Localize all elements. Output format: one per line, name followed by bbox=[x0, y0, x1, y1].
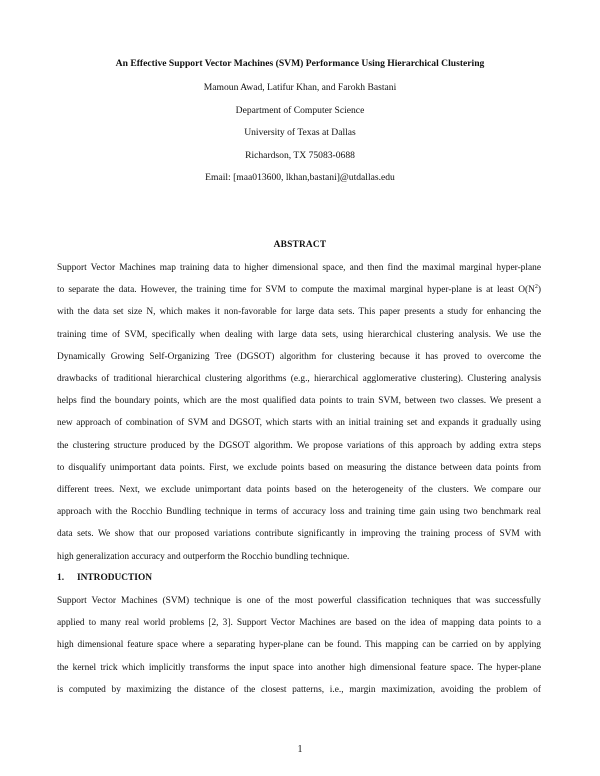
abstract-line: data sets. We show that our proposed variations contribute significantly in improving the training process of SVM with bbox=[57, 529, 541, 540]
address: Richardson, TX 75083-0688 bbox=[245, 150, 355, 161]
page-number: 1 bbox=[297, 744, 303, 755]
abstract-line: Support Vector Machines map training data to higher dimensional space, and then find the maximal marginal hyper-plane bbox=[57, 263, 541, 273]
abstract-line: different trees. Next, we exclude unimportant data points based on the heterogeneity of the clusters. We compare our bbox=[57, 485, 541, 496]
abstract-line: helps find the boundary points, which are the most qualified data points to train SVM, between two classes. We present a bbox=[57, 396, 541, 407]
abstract-body bbox=[57, 257, 541, 568]
abstract-line: Dynamically Growing Self-Organizing Tree (DGSOT) algorithm for clustering because it has proved to overcome the bbox=[57, 351, 541, 362]
abstract-line: the clustering structure produced by the DGSOT algorithm. We propose variations of this approach by adding extra steps bbox=[57, 440, 541, 451]
section-title: INTRODUCTION bbox=[77, 573, 153, 583]
abstract-line-text: to separate the data. However, the training time for SVM to compute the maximal marginal hyper-plane is at least O(N bbox=[57, 285, 535, 296]
intro-line: the kernel trick which implicitly transforms the input space into another high dimensional feature space. The hyper-plane bbox=[57, 662, 541, 673]
intro-line: is computed by maximizing the distance of the closest patterns, i.e., margin maximization, avoiding the problem of bbox=[57, 684, 541, 695]
abstract-line: approach with the Rocchio Bundling technique in terms of accuracy loss and training time gain using two benchmark real bbox=[57, 507, 541, 518]
section-heading-introduction bbox=[57, 573, 152, 583]
introduction-body bbox=[57, 590, 541, 701]
abstract-line: with the data set size N, which makes it non-favorable for large data sets. This paper presents a study for enhancing the bbox=[57, 307, 541, 318]
superscript: 2 bbox=[534, 284, 538, 291]
abstract-line: training time of SVM, specifically when dealing with large data sets, using hierarchical clustering analysis. We use the bbox=[57, 329, 541, 340]
intro-line: applied to many real world problems [2, 3]. Support Vector Machines are based on the idea of mapping data points to a bbox=[57, 618, 541, 629]
abstract-line: new approach of combination of SVM and DGSOT, which starts with an initial training set and expands it gradually using bbox=[57, 418, 541, 429]
abstract-line: high generalization accuracy and outperform the Rocchio bundling technique. bbox=[57, 551, 350, 562]
author-list: Mamoun Awad, Latifur Khan, and Farokh Bastani bbox=[203, 82, 397, 93]
university: University of Texas at Dallas bbox=[244, 127, 356, 138]
department: Department of Computer Science bbox=[235, 105, 365, 116]
abstract-line bbox=[57, 279, 541, 301]
email: Email: [maa013600, lkhan,bastani]@utdallas.edu bbox=[205, 172, 395, 183]
paper-title: An Effective Support Vector Machines (SVM) Performance Using Hierarchical Clustering bbox=[115, 58, 485, 69]
superscript-close: ) bbox=[537, 285, 541, 296]
intro-line: high dimensional feature space where a separating hyper-plane can be found. This mapping can be carried on by applying bbox=[57, 640, 541, 651]
abstract-line: to disqualify unimportant data points. First, we exclude points based on measuring the distance between data points from bbox=[57, 462, 541, 473]
section-number: 1. bbox=[57, 573, 65, 583]
abstract-line: drawbacks of traditional hierarchical clustering algorithms (e.g., hierarchical agglomerative clustering). Clustering analysis bbox=[57, 374, 541, 385]
abstract-heading: ABSTRACT bbox=[273, 240, 327, 250]
intro-line: Support Vector Machines (SVM) technique is one of the most powerful classification techniques that was successfully bbox=[57, 596, 541, 606]
